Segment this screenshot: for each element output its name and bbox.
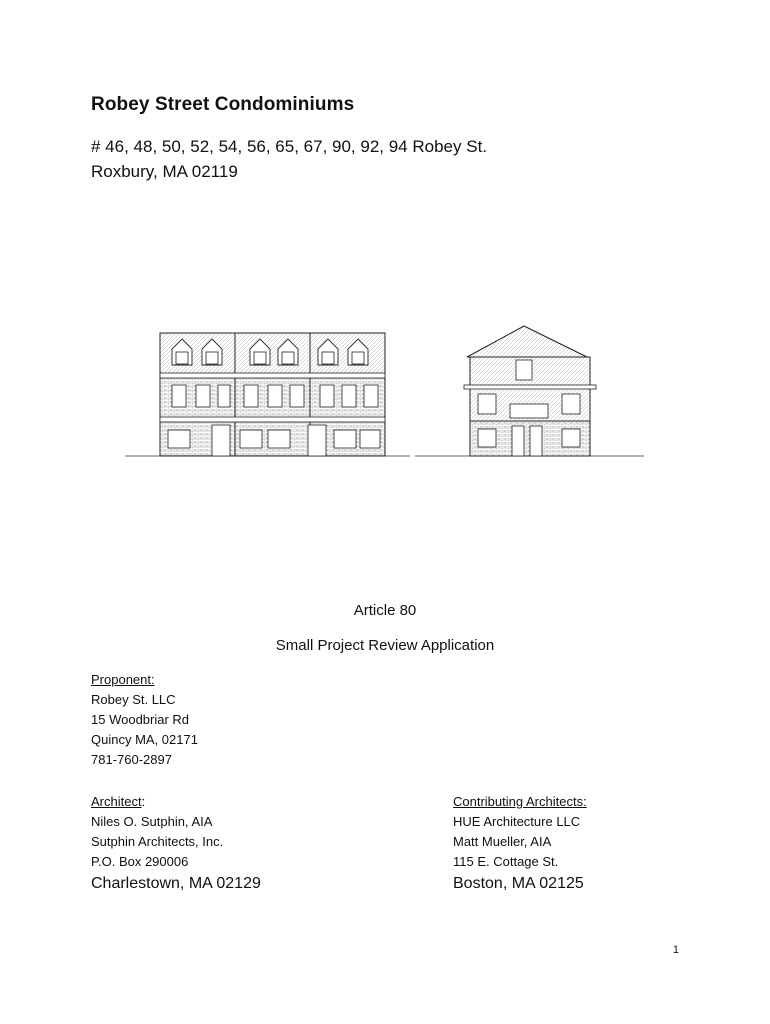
- architect-heading: Architect: [91, 794, 142, 809]
- address-line-1: # 46, 48, 50, 52, 54, 56, 65, 67, 90, 92, 94 Robey St.: [91, 137, 488, 156]
- townhouse-elevation-drawing: [120, 325, 415, 460]
- architect-city: Charlestown, MA 02129: [91, 875, 261, 892]
- architect-block: [91, 792, 261, 894]
- contributing-firm: HUE Architecture LLC: [453, 814, 581, 829]
- proponent-street: 15 Woodbriar Rd: [91, 712, 190, 727]
- proponent-block: [91, 670, 198, 770]
- architect-po-box: P.O. Box 290006: [91, 854, 189, 869]
- application-type: Small Project Review Application: [275, 637, 495, 654]
- architect-name: Niles O. Sutphin, AIA: [91, 814, 213, 829]
- contributing-city: Boston, MA 02125: [453, 875, 584, 892]
- contributing-architects-block: [453, 792, 587, 894]
- proponent-name: Robey St. LLC: [91, 692, 176, 707]
- contributing-street: 115 E. Cottage St.: [453, 854, 559, 869]
- architect-heading-colon: :: [141, 794, 146, 809]
- house-elevation-drawing: [412, 322, 647, 460]
- document-title: Robey Street Condominiums: [91, 94, 355, 115]
- contributing-heading: Contributing Architects:: [453, 794, 587, 809]
- proponent-phone: 781-760-2897: [91, 752, 172, 767]
- proponent-city: Quincy MA, 02171: [91, 732, 198, 747]
- address-line-2: Roxbury, MA 02119: [91, 162, 238, 181]
- contributing-name: Matt Mueller, AIA: [453, 834, 552, 849]
- proponent-heading: Proponent:: [91, 672, 155, 687]
- architect-firm: Sutphin Architects, Inc.: [91, 834, 224, 849]
- page-number: 1: [672, 944, 679, 956]
- article-label: Article 80: [353, 602, 417, 619]
